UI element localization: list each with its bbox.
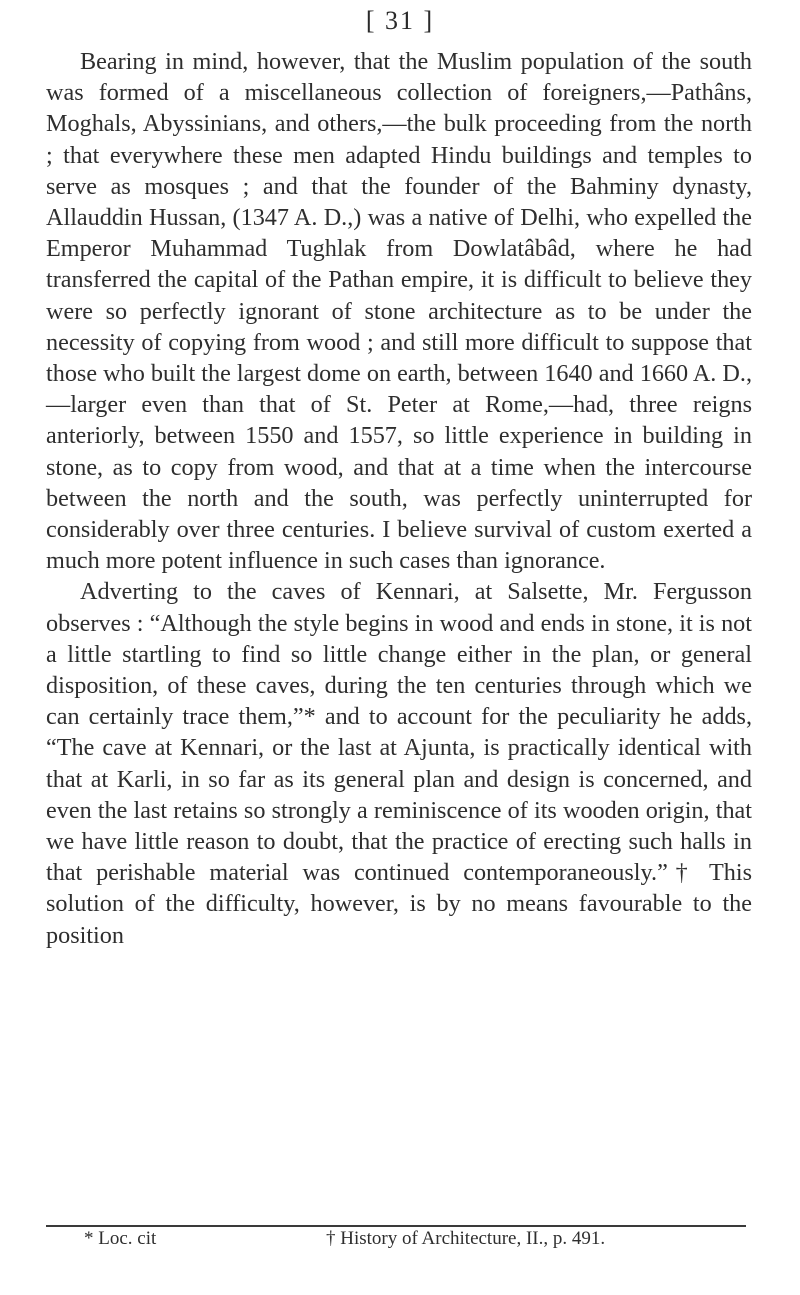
page-number: [ 31 ] <box>365 6 435 35</box>
footnote-divider <box>46 1225 746 1227</box>
footnote-loc-cit: * Loc. cit <box>84 1228 157 1249</box>
paragraph-1: Bearing in mind, however, that the Muslim population of the south was formed of a miscellaneous collection of foreigners,—Pathâns, Moghals, Abyssinians, and others,—the bulk proceeding from the north ; that everywhere these men adapted Hindu buildings and temples to serve as mosques ; and that the founder of the Bahminy dynasty, Allauddin Hussan, (1347 A. D.,) was a native of Delhi, who expelled the Emperor Muhammad Tughlak from Dowlatâbâd, where he had transferred the capital of the Pathan empire, it is difficult to believe they were so perfectly ignorant of stone architecture as to be under the necessity of copying from wood ; and still more difficult to suppose that those who built the largest dome on earth, between 1640 and 1660 A. D.,—larger even than that of St. Peter at Rome,—had, three reigns anteriorly, between 1550 and 1557, so little experience in building in stone, as to copy from wood, and that at a time when the intercourse between the north and the south, was perfectly uninterrupted for considerably over three centuries. I believe survival of custom exerted a much more potent influence in such cases than ignorance. <box>46 48 752 575</box>
body-text <box>46 46 752 951</box>
paragraph-2: Adverting to the caves of Kennari, at Salsette, Mr. Fergusson observes : “Although the style begins in wood and ends in stone, it is not a little startling to find so little change either in the plan, or general disposition, of these caves, during the ten centuries through which we can certainly trace them,”* and to account for the peculiarity he adds, “The cave at Kennari, or the last at Ajunta, is practically identical with that at Karli, in so far as its general plan and design is concerned, and even the last retains so strongly a reminiscence of its wooden origin, that we have little reason to doubt, that the practice of erecting such halls in that perishable material was continued contemporaneously.”† This solution of the difficulty, however, is by no means favourable to the position <box>46 578 752 949</box>
footnote-history-of-architecture: † History of Architecture, II., p. 491. <box>326 1228 606 1249</box>
